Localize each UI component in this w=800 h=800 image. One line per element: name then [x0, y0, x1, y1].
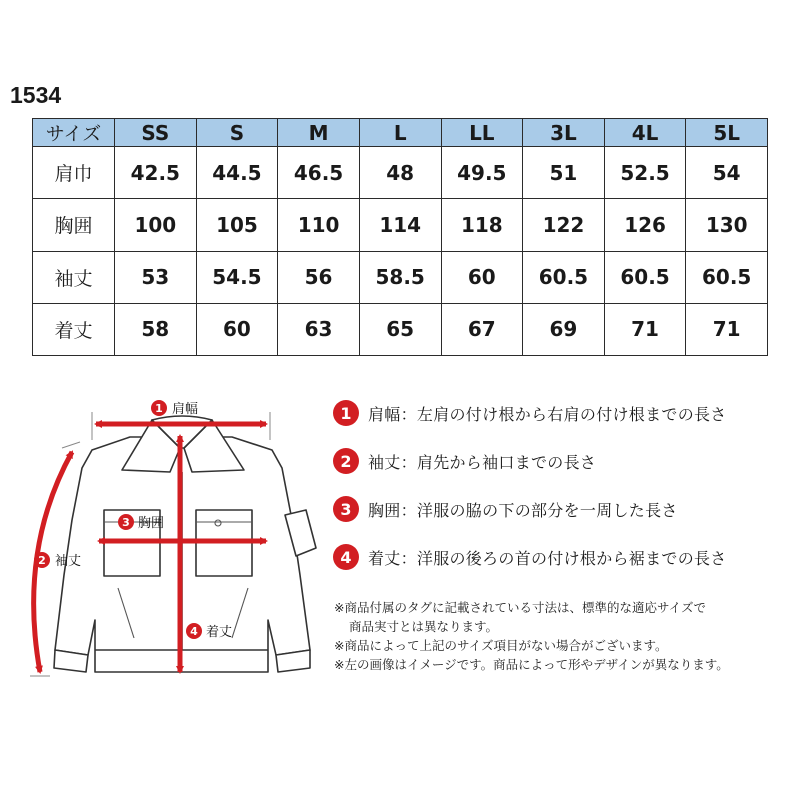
header-cell-ss: SS — [115, 119, 197, 147]
header-cell-ll: LL — [441, 119, 523, 147]
number-badge: 4 — [333, 544, 359, 570]
label-text: 着丈 — [206, 625, 233, 640]
table-cell: 118 — [441, 199, 523, 251]
table-cell: 122 — [523, 199, 605, 251]
header-cell-s: S — [196, 119, 278, 147]
note-line: 商品実寸とは異なります。 — [349, 619, 499, 634]
table-cell: 56 — [278, 251, 360, 303]
table-cell: 46.5 — [278, 147, 360, 199]
notes — [334, 598, 794, 674]
legend-text: 袖丈：肩先から袖口までの長さ — [368, 452, 597, 472]
label-num: 4 — [190, 625, 198, 638]
label-sleeve — [34, 552, 81, 569]
legend-item — [333, 400, 793, 426]
product-code: 1534 — [10, 82, 62, 108]
table-cell: 60 — [196, 303, 278, 355]
header-cell-m: M — [278, 119, 360, 147]
table-cell: 60.5 — [686, 251, 768, 303]
table-cell: 126 — [604, 199, 686, 251]
table-cell: 49.5 — [441, 147, 523, 199]
jacket-outline — [54, 416, 316, 672]
table-cell: 60 — [441, 251, 523, 303]
label-length — [186, 623, 232, 640]
table-cell: 100 — [115, 199, 197, 251]
header-cell-l: L — [359, 119, 441, 147]
table-cell: 54.5 — [196, 251, 278, 303]
table-cell: 65 — [359, 303, 441, 355]
label-text: 胸囲 — [138, 516, 165, 531]
table-cell: 69 — [523, 303, 605, 355]
measurement-legend — [333, 400, 793, 592]
table-cell: 53 — [115, 251, 197, 303]
row-label: 袖丈 — [33, 251, 115, 303]
table-cell: 114 — [359, 199, 441, 251]
header-cell-4l: 4L — [604, 119, 686, 147]
label-num: 2 — [38, 554, 46, 567]
table-cell: 71 — [604, 303, 686, 355]
table-cell: 44.5 — [196, 147, 278, 199]
number-badge: 2 — [333, 448, 359, 474]
legend-item — [333, 544, 793, 570]
legend-text: 胸囲：洋服の脇の下の部分を一周した長さ — [368, 500, 678, 520]
table-cell: 110 — [278, 199, 360, 251]
legend-text: 肩幅：左肩の付け根から右肩の付け根までの長さ — [368, 404, 727, 424]
row-label: 着丈 — [33, 303, 115, 355]
table-cell: 60.5 — [523, 251, 605, 303]
number-badge: 3 — [333, 496, 359, 522]
table-cell: 71 — [686, 303, 768, 355]
legend-item — [333, 448, 793, 474]
table-cell: 52.5 — [604, 147, 686, 199]
label-chest — [118, 514, 164, 531]
label-num: 3 — [122, 516, 130, 529]
table-cell: 51 — [523, 147, 605, 199]
jacket-diagram — [0, 380, 330, 700]
number-badge: 1 — [333, 400, 359, 426]
row-label: 胸囲 — [33, 199, 115, 251]
size-table-header-row — [33, 119, 768, 147]
note-line: ※左の画像はイメージです。商品によって形やデザインが異なります。 — [334, 657, 729, 672]
legend-text: 着丈：洋服の後ろの首の付け根から裾までの長さ — [368, 548, 727, 568]
label-text: 肩幅 — [172, 402, 199, 417]
label-text: 袖丈 — [55, 554, 82, 569]
header-cell-5l: 5L — [686, 119, 768, 147]
table-cell: 63 — [278, 303, 360, 355]
label-num: 1 — [155, 402, 163, 415]
table-row-sleeve — [33, 251, 768, 303]
table-row-shoulder — [33, 147, 768, 199]
header-cell-size: サイズ — [33, 119, 115, 147]
row-label: 肩巾 — [33, 147, 115, 199]
table-cell: 54 — [686, 147, 768, 199]
table-cell: 58.5 — [359, 251, 441, 303]
table-cell: 48 — [359, 147, 441, 199]
table-row-chest — [33, 199, 768, 251]
table-cell: 130 — [686, 199, 768, 251]
label-shoulder — [151, 400, 198, 417]
table-cell: 42.5 — [115, 147, 197, 199]
header-cell-3l: 3L — [523, 119, 605, 147]
note-line: ※商品付属のタグに記載されている寸法は、標準的な適応サイズで — [334, 600, 706, 615]
table-row-length — [33, 303, 768, 355]
table-cell: 67 — [441, 303, 523, 355]
legend-item — [333, 496, 793, 522]
size-table — [32, 118, 768, 356]
table-cell: 105 — [196, 199, 278, 251]
note-line: ※商品によって上記のサイズ項目がない場合がございます。 — [334, 638, 668, 653]
table-cell: 58 — [115, 303, 197, 355]
table-cell: 60.5 — [604, 251, 686, 303]
